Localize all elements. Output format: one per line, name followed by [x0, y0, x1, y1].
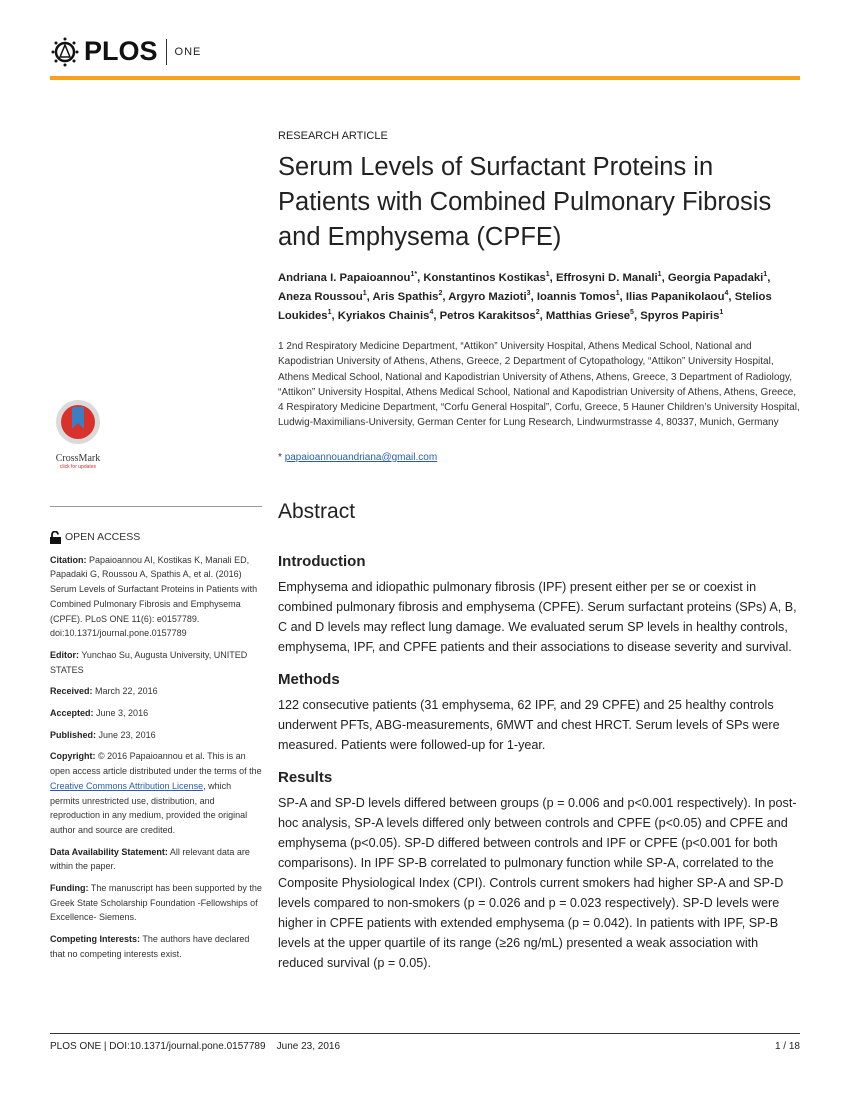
- author[interactable]: Spyros Papiris: [640, 309, 720, 322]
- competing-text: The authors have declared that no competing interests exist.: [50, 934, 250, 959]
- affiliation-text: Hauner Children’s University Hospital, Ludwig-Maximilians-University, German Center for Lung Research, Lindwurmstrasse 4, 80337, Munich, Germany: [278, 402, 800, 429]
- author[interactable]: Aneza Roussou: [278, 290, 363, 303]
- data-availability-text: All relevant data are within the paper.: [50, 846, 250, 872]
- accepted-date: June 3, 2016: [96, 708, 149, 719]
- article-info-sidebar: [50, 530, 262, 969]
- citation-label: Citation:: [50, 554, 87, 565]
- affiliation-text: 2nd Respiratory Medicine Department, “Attikon” University Hospital, Athens Medical School, National and Kapodistrian University of Athens, Athens, Greece,: [278, 341, 752, 368]
- affiliation-number: 4: [278, 402, 284, 414]
- affiliation-text: Department of Radiology, “Attikon” University Hospital, Athens Medical School, National and Kapodistrian University of Athens, Athens, Greece,: [278, 371, 797, 398]
- affiliation-text: Department of Cytopathology, “Attikon” University Hospital, Athens Medical School, National and Kapodistrian University of Athens, Athens, Greece,: [278, 356, 774, 383]
- copyright: [50, 749, 262, 837]
- author-affiliation-ref: 4: [724, 289, 729, 297]
- footer-citation: PLOS ONE | DOI:10.1371/journal.pone.0157789 June 23, 2016: [50, 1041, 341, 1052]
- crossmark-badge[interactable]: [48, 398, 108, 470]
- section-heading: Methods: [278, 671, 340, 688]
- author-affiliation-ref: 1: [545, 271, 550, 278]
- affiliation-number: 3: [671, 371, 677, 383]
- article-title: Serum Levels of Surfactant Proteins in Patients with Combined Pulmonary Fibrosis and Emphysema (CPFE): [278, 153, 772, 251]
- abstract-heading: Abstract: [278, 500, 356, 523]
- plos-globe-icon: [50, 37, 80, 67]
- abstract-body: [278, 552, 800, 986]
- author[interactable]: Ilias Papanikolaou: [625, 290, 725, 303]
- section-text: Emphysema and idiopathic pulmonary fibrosis (IPF) present either per se or coexist in combined pulmonary fibrosis and emphysema (CPFE). Serum surfactant proteins (SPs) A, B, C and D levels may reflect lung damage. We evaluated serum SP levels in healthy controls, emphysema, IPF, and CPFE patients and their associations to disease severity and survival.: [278, 580, 797, 654]
- data-availability: [50, 845, 262, 874]
- received: [50, 684, 262, 699]
- author[interactable]: Kyriakos Chainis: [337, 309, 430, 322]
- author-affiliation-ref: 2: [438, 289, 443, 297]
- author[interactable]: Ioannis Tomos: [536, 290, 616, 303]
- copyright-text-end: , which permits unrestricted use, distribution, and reproduction in any medium, provided the original author and source are credited.: [50, 780, 248, 835]
- logo-sub: ONE: [174, 45, 202, 58]
- author-affiliation-ref: 1: [763, 271, 768, 278]
- crossmark-sub: click for updates: [59, 464, 97, 470]
- affiliation-number: 1: [278, 341, 284, 352]
- competing-interests: [50, 932, 262, 961]
- section-heading: Results: [278, 769, 333, 786]
- footer-rule: [50, 1033, 800, 1034]
- author[interactable]: Andriana I. Papaioannou: [278, 271, 411, 284]
- editor: [50, 648, 262, 677]
- author-affiliation-ref: 1: [362, 289, 367, 297]
- data-availability-label: Data Availability Statement:: [50, 846, 168, 857]
- funding-text: The manuscript has been supported by the Greek State Scholarship Foundation -Fellowships of Excellence- Siemens.: [50, 883, 262, 923]
- received-label: Received:: [50, 686, 93, 697]
- email-link[interactable]: papaioannouandriana@gmail.com: [284, 452, 438, 463]
- logo-text: PLOS: [84, 36, 158, 66]
- author[interactable]: Stelios Loukides: [278, 290, 772, 322]
- editor-text: Yunchao Su, Augusta University, UNITED STATES: [50, 649, 248, 675]
- accepted: [50, 706, 262, 721]
- section-text: SP-A and SP-D levels differed between groups (p = 0.006 and p<0.001 respectively). In post-hoc analysis, SP-A levels differed only between controls and CPFE (p<0.05) and CPFE and emphysema (p<0.05). SP-D differed between controls and IPF or CPFE (p<0.001 for both comparisons). In IPF SP-B correlated to pulmonary function while SP-A, correlated to the Composite Physiological Index (CPI). Controls current smokers had higher SP-A and SP-D levels compared to non-smokers (p = 0.026 and p = 0.023 respectively). SP-D levels were higher in CPFE patients with extended emphysema (p = 0.042). In patients with IPF, SP-B levels at the upper quartile of its range (≥26 ng/mL) presented a weak association with reduced survival (p = 0.05).: [278, 796, 797, 970]
- author[interactable]: Aris Spathis: [372, 290, 439, 303]
- open-access-label: OPEN ACCESS: [65, 531, 141, 543]
- affiliations: [278, 339, 803, 431]
- competing-label: Competing Interests:: [50, 934, 141, 945]
- author[interactable]: Konstantinos Kostikas: [423, 271, 546, 284]
- open-access: [50, 530, 262, 545]
- crossmark-label: CrossMark: [55, 453, 101, 464]
- published-label: Published:: [50, 729, 97, 740]
- funding: [50, 881, 262, 925]
- author-affiliation-ref: 1: [327, 308, 332, 316]
- corresponding-email: [278, 452, 437, 463]
- author[interactable]: Argyro Mazioti: [448, 290, 527, 303]
- author-affiliation-ref: 1: [719, 308, 724, 316]
- crossmark-icon: [53, 398, 103, 446]
- author-list: Andriana I. Papaioannou$^{1*}$, Konstantinos Kostikas$^1$, Effrosyni D. Manali$^1$, Georgia Papadaki$^1$, Aneza Roussou$^1$, Aris Spathis$^2$, Argyro Mazioti$^3$, Ioannis Tomos$^1$, Ilias Papanikolaou$^4$, Stelios Loukides$^1$, Kyriakos Chainis$^4$, Petros Karakitsos$^2$, Matthias Griese$^5$, Spyros Papiris$^1$: [278, 271, 772, 322]
- published: [50, 728, 262, 743]
- sidebar-rule: [50, 506, 262, 507]
- copyright-text: © 2016 Papaioannou et al. This is an open access article distributed under the terms of the: [50, 751, 262, 777]
- citation-text: Papaioannou AI, Kostikas K, Manali ED, Papadaki G, Roussou A, Spathis A, et al. (2016) Serum Levels of Surfactant Proteins in Patients with Combined Pulmonary Fibrosis and Emphysema (CPFE). PLoS ONE 11(6): e0157789. doi:10.1371/journal.pone.0157789: [50, 554, 258, 639]
- affiliation-number: 2: [504, 356, 511, 368]
- email-mark: *: [278, 452, 282, 463]
- author-affiliation-ref: 5: [630, 308, 634, 316]
- author-affiliation-ref: 1: [657, 271, 662, 278]
- logo-divider: [166, 39, 167, 65]
- citation: [50, 553, 262, 641]
- author[interactable]: Petros Karakitsos: [439, 309, 536, 322]
- page-footer: [50, 1041, 800, 1052]
- page-number: 1 / 18: [774, 1041, 800, 1052]
- author[interactable]: Georgia Papadaki: [667, 271, 764, 284]
- open-lock-icon: [50, 531, 61, 544]
- copyright-label: Copyright:: [50, 751, 96, 762]
- author-affiliation-ref: 2: [535, 308, 540, 316]
- author[interactable]: Effrosyni D. Manali: [555, 271, 658, 284]
- article-type: RESEARCH ARTICLE: [278, 130, 388, 142]
- section-text: 122 consecutive patients (31 emphysema, 62 IPF, and 29 CPFE) and 25 healthy controls underwent PFTs, ABG-measurements, 6MWT and chest HRCT. Serum levels of SPs were measured. Patients were followed-up for 1-year.: [278, 698, 780, 752]
- author-affiliation-ref: 3: [526, 289, 531, 297]
- published-date: June 23, 2016: [98, 729, 156, 740]
- editor-label: Editor:: [50, 649, 79, 660]
- header-rule: [50, 76, 800, 80]
- plos-logo[interactable]: [50, 36, 201, 67]
- author-affiliation-ref: 4: [429, 308, 434, 316]
- affiliation-text: Respiratory Medicine Department, “Corfu General Hospital”, Corfu, Greece,: [286, 402, 621, 414]
- author-affiliation-ref: 1: [615, 289, 620, 297]
- author[interactable]: Matthias Griese: [545, 309, 631, 322]
- section-heading: Introduction: [278, 553, 366, 570]
- accepted-label: Accepted:: [50, 708, 94, 719]
- received-date: March 22, 2016: [95, 686, 158, 697]
- funding-label: Funding:: [50, 883, 89, 894]
- affiliation-number: 5: [623, 402, 629, 414]
- author-affiliation-ref: 1*: [410, 271, 418, 278]
- license-link[interactable]: Creative Commons Attribution License: [50, 780, 204, 791]
